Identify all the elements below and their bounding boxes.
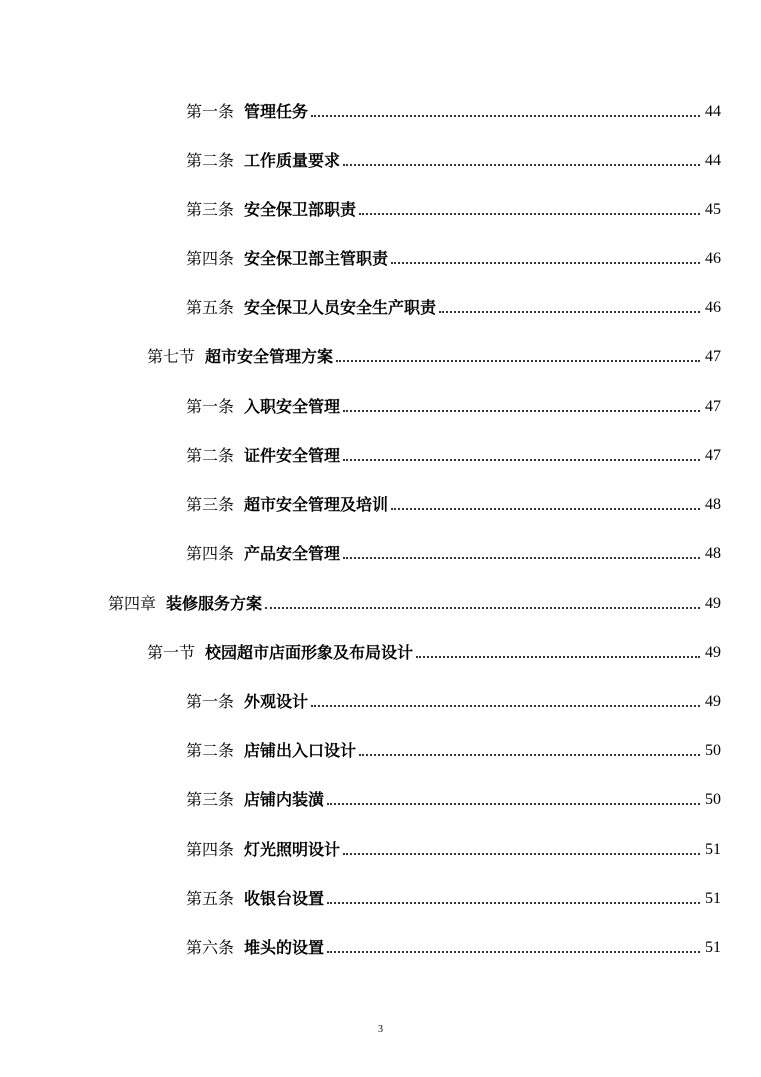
toc-entry-page: 49 <box>705 693 721 710</box>
dot-leader <box>311 705 700 707</box>
toc-entry-title: 装修服务方案 <box>166 594 263 613</box>
toc-entry-page: 50 <box>705 742 721 759</box>
toc-entry-page: 51 <box>705 841 721 858</box>
toc-entry-number: 第四条 <box>186 249 235 268</box>
toc-entry-section[interactable] <box>147 343 721 367</box>
toc-entry-page: 51 <box>705 890 721 907</box>
toc-entry-title: 灯光照明设计 <box>244 840 341 859</box>
toc-entry-title: 外观设计 <box>244 692 309 711</box>
toc-entry-number: 第四条 <box>186 544 235 563</box>
dot-leader <box>343 557 700 559</box>
toc-entry[interactable] <box>186 245 721 269</box>
toc-entry-number: 第三条 <box>186 200 235 219</box>
toc-entry-page: 45 <box>705 201 721 218</box>
toc-entry-title: 超市安全管理及培训 <box>244 495 389 514</box>
toc-entry[interactable] <box>186 294 721 318</box>
dot-leader <box>327 803 700 805</box>
toc-entry-title: 证件安全管理 <box>244 446 341 465</box>
toc-entry-section[interactable] <box>147 639 721 663</box>
dot-leader <box>336 360 700 362</box>
dot-leader <box>416 656 700 658</box>
toc-entry[interactable] <box>186 196 721 220</box>
toc-entry-page: 47 <box>705 398 721 415</box>
toc-entry-number: 第一条 <box>186 692 235 711</box>
toc-entry[interactable] <box>186 98 721 122</box>
toc-entry-title: 超市安全管理方案 <box>205 347 334 366</box>
dot-leader <box>327 902 700 904</box>
toc-entry[interactable] <box>186 885 721 909</box>
toc-entry-number: 第二条 <box>186 446 235 465</box>
toc-entry-title: 校园超市店面形象及布局设计 <box>205 643 414 662</box>
toc-entry[interactable] <box>186 442 721 466</box>
toc-entry-page: 49 <box>705 644 721 661</box>
toc-entry[interactable] <box>186 491 721 515</box>
toc-entry[interactable] <box>186 393 721 417</box>
dot-leader <box>327 951 700 953</box>
toc-entry-title: 安全保卫部职责 <box>244 200 357 219</box>
toc-entry-title: 店铺出入口设计 <box>244 741 357 760</box>
toc-entry-number: 第一条 <box>186 397 235 416</box>
toc-entry-page: 51 <box>705 939 721 956</box>
toc-entry-title: 收银台设置 <box>244 889 325 908</box>
toc-entry-page: 48 <box>705 545 721 562</box>
toc-entry-title: 产品安全管理 <box>244 544 341 563</box>
toc-entry-title: 管理任务 <box>244 102 309 121</box>
toc-entry[interactable] <box>186 836 721 860</box>
toc-entry-number: 第五条 <box>186 889 235 908</box>
toc-entry-page: 44 <box>705 152 721 169</box>
toc-entry-number: 第七节 <box>147 347 196 366</box>
toc-entry[interactable] <box>186 737 721 761</box>
toc-entry[interactable] <box>186 540 721 564</box>
toc-entry-number: 第四条 <box>186 840 235 859</box>
toc-entry-number: 第六条 <box>186 938 235 957</box>
toc-entry-page: 46 <box>705 250 721 267</box>
toc-entry-page: 46 <box>705 299 721 316</box>
toc-entry[interactable] <box>186 934 721 958</box>
toc-entry-number: 第四章 <box>108 594 157 613</box>
dot-leader <box>391 508 700 510</box>
toc-entry-page: 49 <box>705 595 721 612</box>
toc-entry-title: 工作质量要求 <box>244 151 341 170</box>
toc-entry-page: 47 <box>705 447 721 464</box>
dot-leader <box>343 459 700 461</box>
toc-entry-number: 第二条 <box>186 151 235 170</box>
dot-leader <box>343 410 700 412</box>
toc-entry-page: 44 <box>705 103 721 120</box>
toc-entry-title: 安全保卫部主管职责 <box>244 249 389 268</box>
toc-entry-page: 48 <box>705 496 721 513</box>
toc-entry[interactable] <box>186 786 721 810</box>
toc-entry-number: 第五条 <box>186 298 235 317</box>
dot-leader <box>343 164 700 166</box>
toc-entry-number: 第一条 <box>186 102 235 121</box>
toc-entry-number: 第三条 <box>186 495 235 514</box>
dot-leader <box>391 262 700 264</box>
dot-leader <box>311 115 700 117</box>
toc-entry-title: 入职安全管理 <box>244 397 341 416</box>
toc-entry-title: 店铺内装潢 <box>244 790 325 809</box>
toc-entry-page: 50 <box>705 791 721 808</box>
toc-entry[interactable] <box>186 688 721 712</box>
dot-leader <box>359 213 700 215</box>
toc-entry-number: 第二条 <box>186 741 235 760</box>
toc-entry-number: 第一节 <box>147 643 196 662</box>
toc-entry[interactable] <box>186 147 721 171</box>
toc-entry-title: 安全保卫人员安全生产职责 <box>244 298 437 317</box>
dot-leader <box>359 754 700 756</box>
page-number: 3 <box>378 1024 383 1035</box>
dot-leader <box>343 853 700 855</box>
toc-entry-page: 47 <box>705 348 721 365</box>
dot-leader <box>265 607 700 609</box>
toc-entry-number: 第三条 <box>186 790 235 809</box>
toc-entry-chapter[interactable] <box>108 590 721 614</box>
dot-leader <box>439 311 700 313</box>
toc-entry-title: 堆头的设置 <box>244 938 325 957</box>
